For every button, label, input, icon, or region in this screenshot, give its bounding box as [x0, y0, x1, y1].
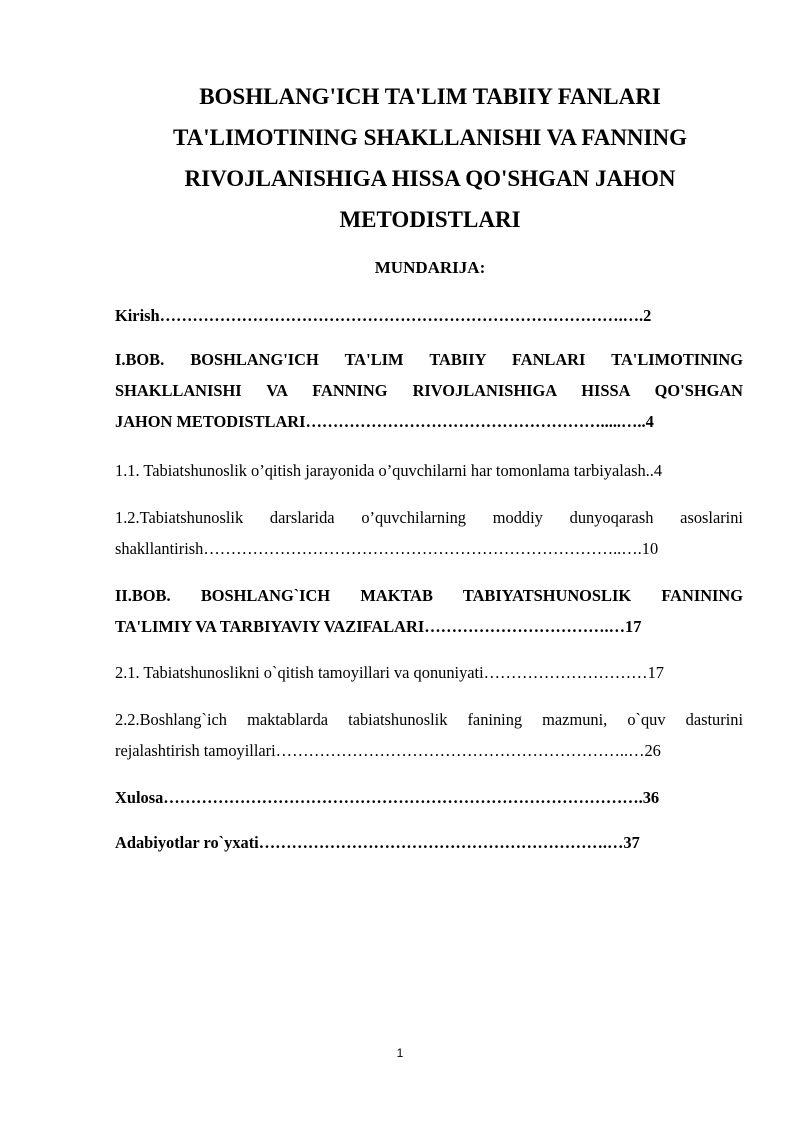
toc-line: 1.2.Tabiatshunoslik darslarida o’quvchilarning moddiy dunyoqarash asoslarini — [115, 508, 743, 527]
toc-line: TA'LIMIY VA TARBIYAVIY VAZIFALARI…………………………….…17 — [115, 617, 642, 636]
toc-line: 2.1. Tabiatshunoslikni o`qitish tamoyillari va qonuniyati…………………………17 — [115, 663, 664, 682]
toc-line: 1.1. Tabiatshunoslik o’qitish jarayonida o’quvchilarni har tomonlama tarbiyalash..4 — [115, 461, 663, 480]
toc-line: I.BOB. BOSHLANG'ICH TA'LIM TABIIY FANLARI TA'LIMOTINING — [115, 350, 743, 369]
toc-entry-introduction — [115, 300, 743, 331]
toc-entry-section-2-1 — [115, 657, 743, 688]
toc-line: rejalashtirish tamoyillari………………………………………………………..…26 — [115, 741, 661, 760]
toc-entry-section-1-2 — [115, 502, 743, 564]
toc-entry-references — [115, 827, 743, 858]
toc-line: 2.2.Boshlang`ich maktablarda tabiatshunoslik fanining mazmuni, o`quv dasturini — [115, 710, 743, 729]
toc-line: SHAKLLANISHI VA FANNING RIVOJLANISHIGA HISSA QO'SHGAN — [115, 381, 743, 400]
page-number: 1 — [396, 1046, 404, 1060]
toc-entry-section-1-1 — [115, 455, 743, 486]
toc-line: Xulosa…………………………………………………………………………….36 — [115, 788, 660, 807]
toc-line: Adabiyotlar ro`yxati……………………………………………………….…37 — [115, 833, 640, 852]
title-line: TA'LIMOTINING SHAKLLANISHI VA FANNING — [173, 125, 687, 150]
title-line: RIVOJLANISHIGA HISSA QO'SHGAN JAHON — [184, 166, 676, 191]
document-title — [110, 76, 750, 240]
toc-line: JAHON METODISTLARI……………………………………………….....…..4 — [115, 412, 654, 431]
title-line: METODISTLARI — [339, 207, 521, 232]
toc-entry-chapter-2 — [115, 580, 743, 642]
toc-line: II.BOB. BOSHLANG`ICH MAKTAB TABIYATSHUNOSLIK FANINING — [115, 586, 743, 605]
toc-line: shakllantirish…………………………………………………………………..….10 — [115, 539, 659, 558]
title-line: BOSHLANG'ICH TA'LIM TABIIY FANLARI — [199, 84, 661, 109]
contents-heading: MUNDARIJA: — [374, 258, 486, 277]
toc-entry-conclusion — [115, 782, 743, 813]
toc-line: Kirish………………………………………………………………………….….2 — [115, 306, 652, 325]
toc-entry-chapter-1 — [115, 344, 743, 437]
toc-entry-section-2-2 — [115, 704, 743, 766]
